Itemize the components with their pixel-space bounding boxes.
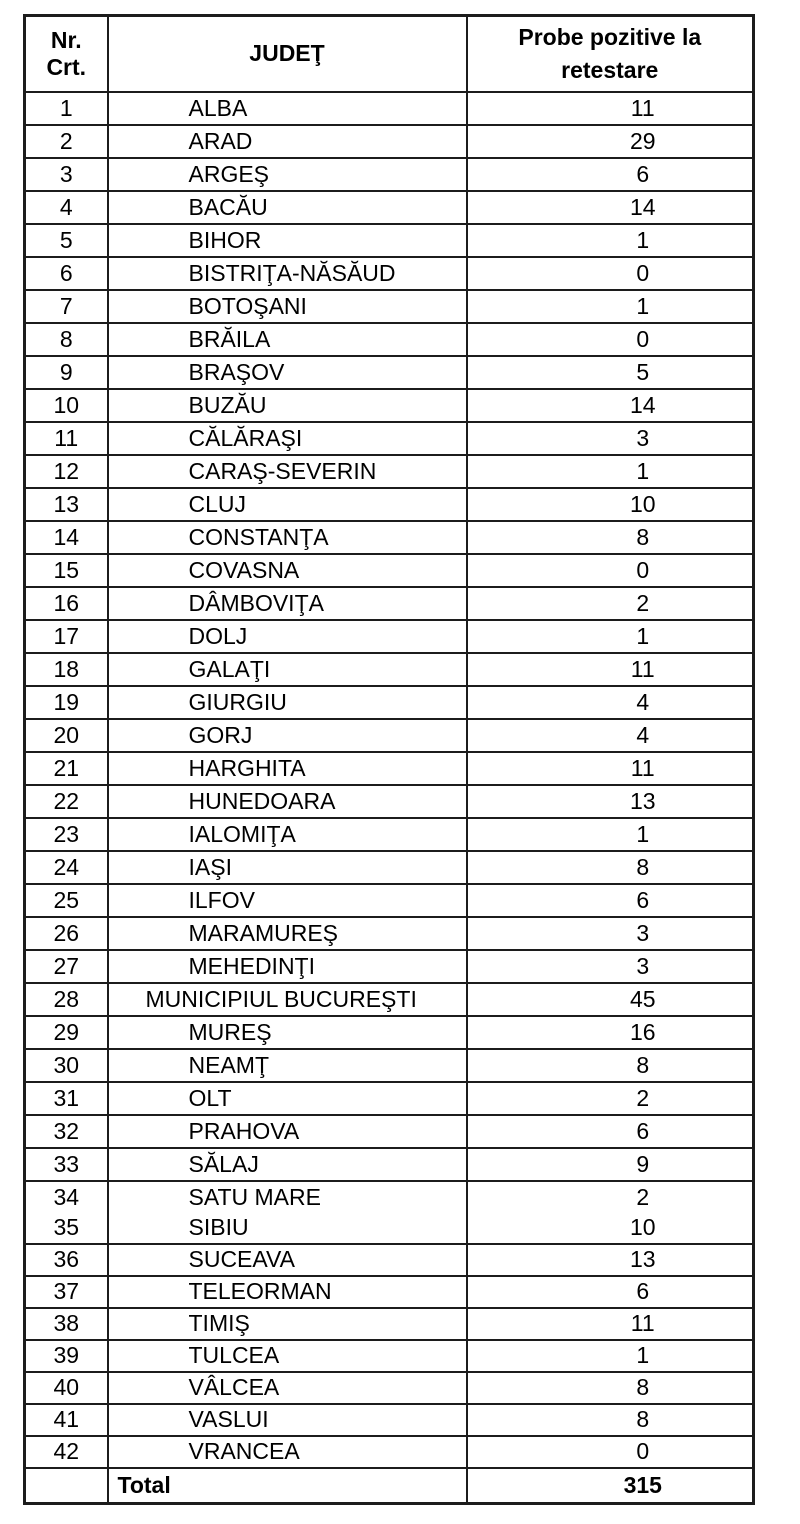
cell-value: 0 bbox=[467, 1436, 754, 1468]
table-row bbox=[25, 92, 754, 125]
cell-nr: 31 bbox=[25, 1082, 108, 1115]
cell-judet: MUNICIPIUL BUCUREŞTI bbox=[108, 983, 467, 1016]
cell-value: 10 bbox=[467, 1213, 754, 1244]
cell-judet: TELEORMAN bbox=[108, 1276, 467, 1308]
cell-value: 8 bbox=[467, 1372, 754, 1404]
cell-value: 3 bbox=[467, 950, 754, 983]
cell-nr: 16 bbox=[25, 587, 108, 620]
table-row bbox=[25, 950, 754, 983]
table-row bbox=[25, 1372, 754, 1404]
cell-value: 3 bbox=[467, 917, 754, 950]
cell-value: 3 bbox=[467, 422, 754, 455]
table-row bbox=[25, 488, 754, 521]
cell-nr: 18 bbox=[25, 653, 108, 686]
cell-nr: 40 bbox=[25, 1372, 108, 1404]
cell-judet: CLUJ bbox=[108, 488, 467, 521]
cell-value: 2 bbox=[467, 1181, 754, 1215]
table-row bbox=[25, 422, 754, 455]
cell-judet: GORJ bbox=[108, 719, 467, 752]
table-row bbox=[25, 224, 754, 257]
county-table-part-2 bbox=[23, 1213, 755, 1505]
table-row bbox=[25, 521, 754, 554]
table-row bbox=[25, 1244, 754, 1276]
table-row bbox=[25, 191, 754, 224]
cell-nr: 14 bbox=[25, 521, 108, 554]
cell-judet: NEAMŢ bbox=[108, 1049, 467, 1082]
cell-nr: 3 bbox=[25, 158, 108, 191]
cell-nr: 34 bbox=[25, 1181, 108, 1215]
cell-judet: SUCEAVA bbox=[108, 1244, 467, 1276]
cell-value: 0 bbox=[467, 323, 754, 356]
cell-value: 11 bbox=[467, 92, 754, 125]
table-row bbox=[25, 1213, 754, 1244]
cell-nr: 8 bbox=[25, 323, 108, 356]
cell-nr: 7 bbox=[25, 290, 108, 323]
cell-judet: OLT bbox=[108, 1082, 467, 1115]
cell-nr: 32 bbox=[25, 1115, 108, 1148]
cell-nr: 4 bbox=[25, 191, 108, 224]
cell-nr: 26 bbox=[25, 917, 108, 950]
cell-judet: BRAŞOV bbox=[108, 356, 467, 389]
header-probe-pozitive: Probe pozitive la retestare bbox=[467, 16, 754, 93]
cell-judet: MARAMUREŞ bbox=[108, 917, 467, 950]
header-row bbox=[25, 16, 754, 93]
table-row bbox=[25, 290, 754, 323]
table-row bbox=[25, 1340, 754, 1372]
cell-value: 14 bbox=[467, 389, 754, 422]
cell-nr: 35 bbox=[25, 1213, 108, 1244]
cell-value: 6 bbox=[467, 1115, 754, 1148]
cell-nr: 2 bbox=[25, 125, 108, 158]
cell-judet: SATU MARE bbox=[108, 1181, 467, 1215]
cell-value: 4 bbox=[467, 686, 754, 719]
cell-value: 6 bbox=[467, 884, 754, 917]
cell-value: 8 bbox=[467, 1049, 754, 1082]
cell-nr: 42 bbox=[25, 1436, 108, 1468]
cell-nr: 10 bbox=[25, 389, 108, 422]
cell-nr: 27 bbox=[25, 950, 108, 983]
cell-judet: TIMIŞ bbox=[108, 1308, 467, 1340]
cell-nr: 37 bbox=[25, 1276, 108, 1308]
table-row bbox=[25, 884, 754, 917]
cell-nr: 28 bbox=[25, 983, 108, 1016]
total-empty-cell bbox=[25, 1468, 108, 1504]
cell-judet: BACĂU bbox=[108, 191, 467, 224]
cell-judet: ALBA bbox=[108, 92, 467, 125]
table-row bbox=[25, 620, 754, 653]
table-row bbox=[25, 356, 754, 389]
cell-value: 14 bbox=[467, 191, 754, 224]
table-row bbox=[25, 653, 754, 686]
table-row bbox=[25, 851, 754, 884]
cell-judet: HARGHITA bbox=[108, 752, 467, 785]
cell-nr: 29 bbox=[25, 1016, 108, 1049]
table-row bbox=[25, 1016, 754, 1049]
cell-nr: 33 bbox=[25, 1148, 108, 1181]
cell-value: 45 bbox=[467, 983, 754, 1016]
cell-value: 11 bbox=[467, 752, 754, 785]
cell-judet: BUZĂU bbox=[108, 389, 467, 422]
cell-value: 1 bbox=[467, 1340, 754, 1372]
table-row bbox=[25, 587, 754, 620]
cell-judet: BISTRIŢA-NĂSĂUD bbox=[108, 257, 467, 290]
cell-judet: CARAŞ-SEVERIN bbox=[108, 455, 467, 488]
cell-judet: PRAHOVA bbox=[108, 1115, 467, 1148]
cell-value: 1 bbox=[467, 224, 754, 257]
cell-nr: 20 bbox=[25, 719, 108, 752]
cell-judet: CĂLĂRAŞI bbox=[108, 422, 467, 455]
table-row bbox=[25, 983, 754, 1016]
cell-judet: IALOMIŢA bbox=[108, 818, 467, 851]
cell-value: 9 bbox=[467, 1148, 754, 1181]
header-nr-crt: Nr. Crt. bbox=[25, 16, 108, 93]
total-row bbox=[25, 1468, 754, 1504]
table-row bbox=[25, 917, 754, 950]
cell-judet: BOTOŞANI bbox=[108, 290, 467, 323]
table-row bbox=[25, 1404, 754, 1436]
table-row bbox=[25, 818, 754, 851]
table-row bbox=[25, 1049, 754, 1082]
cell-judet: ILFOV bbox=[108, 884, 467, 917]
cell-judet: COVASNA bbox=[108, 554, 467, 587]
cell-judet: VÂLCEA bbox=[108, 1372, 467, 1404]
cell-value: 5 bbox=[467, 356, 754, 389]
cell-value: 0 bbox=[467, 554, 754, 587]
cell-value: 8 bbox=[467, 521, 754, 554]
cell-value: 6 bbox=[467, 158, 754, 191]
table-row bbox=[25, 719, 754, 752]
table-row bbox=[25, 686, 754, 719]
table-row bbox=[25, 1276, 754, 1308]
cell-nr: 36 bbox=[25, 1244, 108, 1276]
cell-value: 0 bbox=[467, 257, 754, 290]
cell-value: 11 bbox=[467, 1308, 754, 1340]
cell-value: 13 bbox=[467, 785, 754, 818]
cell-judet: SIBIU bbox=[108, 1213, 467, 1244]
cell-value: 29 bbox=[467, 125, 754, 158]
table-row bbox=[25, 785, 754, 818]
total-label-cell: Total bbox=[108, 1468, 467, 1504]
cell-nr: 38 bbox=[25, 1308, 108, 1340]
cell-judet: VRANCEA bbox=[108, 1436, 467, 1468]
table-row bbox=[25, 752, 754, 785]
total-value-cell: 315 bbox=[467, 1468, 754, 1504]
cell-value: 16 bbox=[467, 1016, 754, 1049]
table-row bbox=[25, 1181, 754, 1215]
cell-judet: SĂLAJ bbox=[108, 1148, 467, 1181]
cell-nr: 15 bbox=[25, 554, 108, 587]
cell-judet: MEHEDINŢI bbox=[108, 950, 467, 983]
table-row bbox=[25, 1148, 754, 1181]
cell-value: 4 bbox=[467, 719, 754, 752]
table-row bbox=[25, 389, 754, 422]
cell-nr: 39 bbox=[25, 1340, 108, 1372]
cell-nr: 23 bbox=[25, 818, 108, 851]
cell-value: 8 bbox=[467, 1404, 754, 1436]
cell-nr: 5 bbox=[25, 224, 108, 257]
cell-value: 1 bbox=[467, 455, 754, 488]
table-row bbox=[25, 1115, 754, 1148]
header-judet: JUDEŢ bbox=[108, 16, 467, 93]
cell-nr: 11 bbox=[25, 422, 108, 455]
cell-judet: VASLUI bbox=[108, 1404, 467, 1436]
cell-value: 11 bbox=[467, 653, 754, 686]
cell-judet: TULCEA bbox=[108, 1340, 467, 1372]
table-row bbox=[25, 158, 754, 191]
cell-judet: BIHOR bbox=[108, 224, 467, 257]
table-row bbox=[25, 125, 754, 158]
table-row bbox=[25, 554, 754, 587]
cell-nr: 41 bbox=[25, 1404, 108, 1436]
table-row bbox=[25, 455, 754, 488]
cell-nr: 6 bbox=[25, 257, 108, 290]
cell-value: 1 bbox=[467, 818, 754, 851]
table-row bbox=[25, 1082, 754, 1115]
cell-judet: GIURGIU bbox=[108, 686, 467, 719]
cell-nr: 19 bbox=[25, 686, 108, 719]
cell-nr: 13 bbox=[25, 488, 108, 521]
cell-judet: BRĂILA bbox=[108, 323, 467, 356]
cell-judet: DÂMBOVIŢA bbox=[108, 587, 467, 620]
cell-judet: DOLJ bbox=[108, 620, 467, 653]
county-table-part-1 bbox=[23, 14, 755, 1216]
cell-judet: GALAŢI bbox=[108, 653, 467, 686]
cell-nr: 12 bbox=[25, 455, 108, 488]
table-row bbox=[25, 257, 754, 290]
cell-nr: 24 bbox=[25, 851, 108, 884]
cell-nr: 9 bbox=[25, 356, 108, 389]
cell-judet: ARGEŞ bbox=[108, 158, 467, 191]
cell-nr: 22 bbox=[25, 785, 108, 818]
table-row bbox=[25, 1308, 754, 1340]
cell-judet: IAŞI bbox=[108, 851, 467, 884]
cell-judet: MUREŞ bbox=[108, 1016, 467, 1049]
cell-value: 13 bbox=[467, 1244, 754, 1276]
cell-nr: 30 bbox=[25, 1049, 108, 1082]
cell-judet: CONSTANŢA bbox=[108, 521, 467, 554]
cell-value: 1 bbox=[467, 620, 754, 653]
cell-value: 6 bbox=[467, 1276, 754, 1308]
cell-value: 2 bbox=[467, 1082, 754, 1115]
cell-value: 10 bbox=[467, 488, 754, 521]
cell-value: 2 bbox=[467, 587, 754, 620]
cell-value: 8 bbox=[467, 851, 754, 884]
cell-nr: 17 bbox=[25, 620, 108, 653]
table-row bbox=[25, 323, 754, 356]
cell-judet: ARAD bbox=[108, 125, 467, 158]
table-row bbox=[25, 1436, 754, 1468]
cell-nr: 25 bbox=[25, 884, 108, 917]
cell-judet: HUNEDOARA bbox=[108, 785, 467, 818]
cell-nr: 1 bbox=[25, 92, 108, 125]
cell-nr: 21 bbox=[25, 752, 108, 785]
cell-value: 1 bbox=[467, 290, 754, 323]
